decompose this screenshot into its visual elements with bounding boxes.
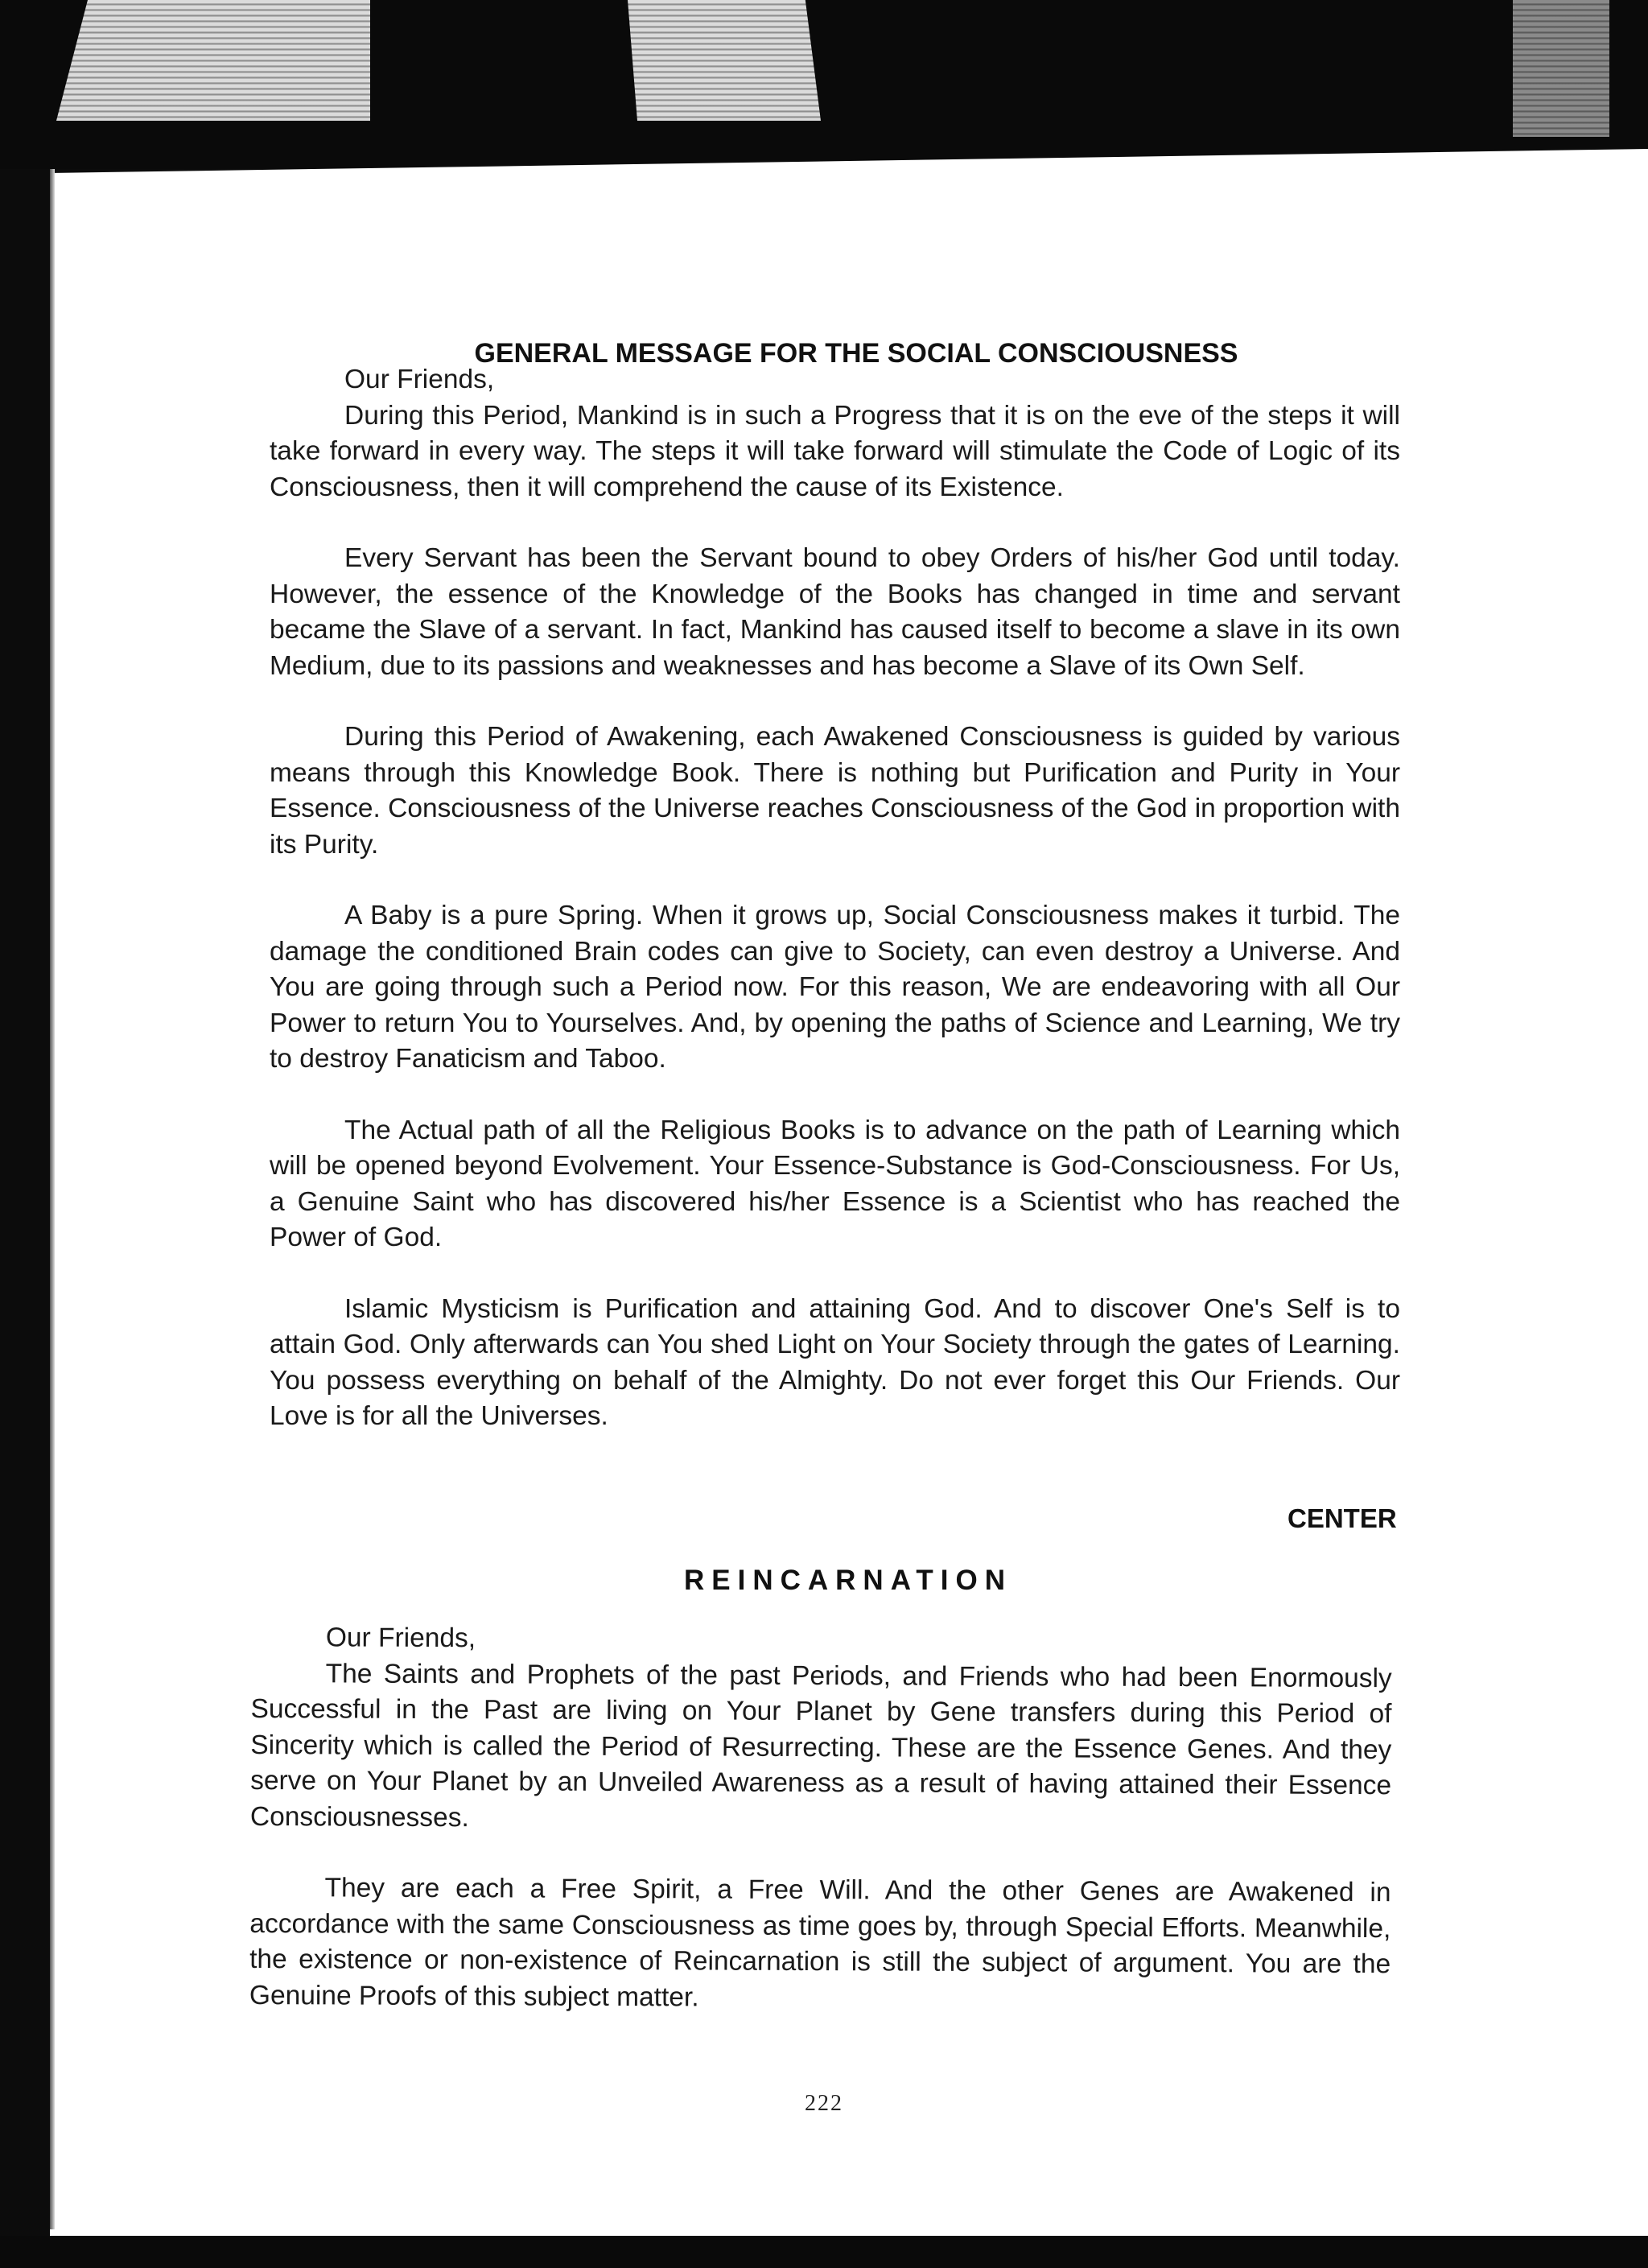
section1-paragraph-4: A Baby is a pure Spring. When it grows up, Social Consciousness makes it turbid. The damage the conditioned Brain codes can give to Society, can even destroy a Universe. And You are going through such a Period now. For this reason, We are endeavoring with all Our Power to return You to Yourselves. And, by opening the paths of Science and Learning, We try to destroy Fanaticism and Taboo. [270,901,1400,1074]
page-number: 222 [805,2091,843,2116]
section2-title: REINCARNATION [683,1565,1012,1596]
section2-body [249,1620,1392,2054]
section1-title: GENERAL MESSAGE FOR THE SOCIAL CONSCIOUSNESS [474,338,1238,369]
scan-dark-border-bottom [0,2236,1648,2268]
section1-paragraph-5: The Actual path of all the Religious Books is to advance on the path of Learning which will be opened beyond Evolvement. Your Essence-Substance is God-Consciousness. For Us, a Genuine Saint who has discovered his/her Essence is a Scientist who has reached the Power of God. [270,1115,1400,1252]
page-binding-edge [50,169,55,2229]
scan-glare-left [56,0,370,121]
section1-paragraph-3: During this Period of Awakening, each Awakened Consciousness is guided by various means through this Knowledge Book. There is nothing but Purification and Purity in Your Essence. Consciousness of the Universe reaches Consciousness of the God in proportion with its Purity. [270,722,1400,860]
section1-paragraph-6: Islamic Mysticism is Purification and attaining God. And to discover One's Self is to attain God. Only afterwards can You shed Light on Your Society through the gates of Learning. You possess everything on behalf of the Almighty. Do not ever forget this Our Friends. Our Love is for all the Universes. [270,1293,1400,1431]
section1-paragraph-1: During this Period, Mankind is in such a Progress that it is on the eve of the steps it will take forward in every way. The steps it will take forward will stimulate the Code of Logic of its Consciousness, then it will comprehend the cause of its Existence. [270,400,1400,502]
section2-paragraph-1: The Saints and Prophets of the past Periods, and Friends who had been Enormously Successful in the Past are living on Your Planet by Gene transfers during this Period of Sincerity which is called the Period of Resurrecting. These are the Essence Genes. And they serve on Your Planet by an Unveiled Awareness as a result of having attained their Essence Consciousnesses. [249,1658,1392,1833]
scan-glare-right [1513,0,1609,137]
section1-body [270,362,1400,1470]
section1-signature: CENTER [1288,1503,1397,1533]
section2-salutation: Our Friends, [325,1623,476,1654]
section1-paragraph-2: Every Servant has been the Servant bound to obey Orders of his/her God until today. However, the essence of the Knowledge of the Books has changed in time and servant became the Slave of a servant. In fact, Mankind has caused itself to become a slave in its own Medium, due to its passions and weaknesses and has become a Slave of its Own Self. [270,543,1400,681]
section2-paragraph-2: They are each a Free Spirit, a Free Will. And the other Genes are Awakened in accordance with the same Consciousness as time goes by, through Special Efforts. Meanwhile, the existence or non-existence of Reincarnation is still the subject of argument. You are the Genuine Proofs of this subject matter. [249,1873,1391,2012]
scan-glare-center [628,0,821,121]
section1-salutation: Our Friends, [344,365,495,394]
